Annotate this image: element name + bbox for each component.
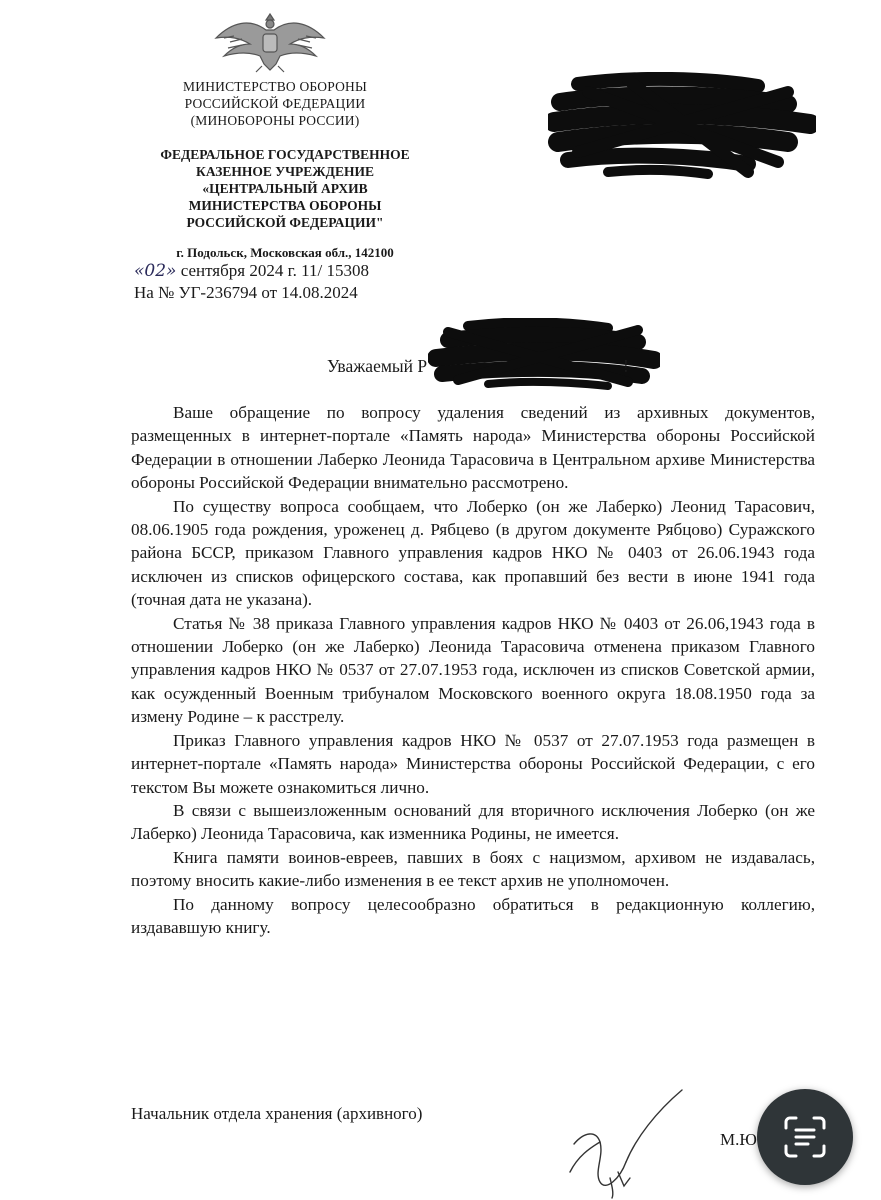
reference-number: На № УГ-236794 от 14.08.2024 <box>134 283 358 302</box>
salutation-name-redaction <box>428 318 660 390</box>
signer-initials: М.Ю <box>720 1130 757 1149</box>
body-paragraph: Книга памяти воинов-евреев, павших в боях с нацизмом, архивом не издавалась, поэтому вносить какие-либо изменения в ее текст архив не уполномочен. <box>131 847 815 891</box>
institution-line: ФЕДЕРАЛЬНОЕ ГОСУДАРСТВЕННОЕ <box>160 147 410 162</box>
ministry-line: (МИНОБОРОНЫ РОССИИ) <box>190 113 360 128</box>
document-date <box>134 260 369 282</box>
double-headed-eagle-emblem-icon <box>210 8 330 76</box>
ministry-line: РОССИЙСКОЙ ФЕДЕРАЦИИ <box>184 96 366 111</box>
body-paragraph: В связи с вышеизложенным оснований для вторичного исключения Лоберко (он же Лаберко) Леонида Тарасовича, как изменника Родины, не имеется. <box>131 800 815 844</box>
addressee-redaction <box>548 72 816 182</box>
body-paragraph: По данному вопросу целесообразно обратиться в редакционную коллегию, издававшую книгу. <box>131 894 815 937</box>
date-rest: сентября 2024 г. 11/ 15308 <box>180 261 369 280</box>
institution-line: МИНИСТЕРСТВА ОБОРОНЫ <box>188 198 382 213</box>
institution-block <box>130 146 440 231</box>
handwritten-signature <box>560 1082 700 1200</box>
date-day: «02» <box>134 261 177 281</box>
ministry-block <box>140 78 410 129</box>
body-paragraph: По существу вопроса сообщаем, что Лоберко (он же Лаберко) Леонид Тарасович, 08.06.1905 года рождения, уроженец д. Рябцево (в другом документе Рябцово) Суражского района БССР, приказом Главного управления кадров НКО № 0403 от 26.06.1943 года исключен из списков офицерского состава, как пропавший без вести в июне 1941 года (точная дата не указана). <box>131 496 815 610</box>
institution-line: «ЦЕНТРАЛЬНЫЙ АРХИВ <box>202 181 368 196</box>
body-paragraph: Приказ Главного управления кадров НКО № 0537 от 27.07.1953 года размещен в интернет-портале «Память народа» Министерства обороны Российской Федерации, с его текстом Вы можете ознакомиться лично. <box>131 730 815 797</box>
letter-body <box>131 401 815 939</box>
salutation: Уважаемый Р <box>327 356 428 376</box>
body-paragraph: Ваше обращение по вопросу удаления сведений из архивных документов, размещенных в интернет-портале «Память народа» Министерства обороны Российской Федерации в отношении Лаберко Леонида Тарасовича в Центральном архиве Министерства обороны Российской Федерации внимательно рассмотрено. <box>131 403 815 493</box>
text-scan-button[interactable] <box>757 1089 853 1185</box>
address: г. Подольск, Московская обл., 142100 <box>176 245 394 260</box>
signer-title: Начальник отдела хранения (архивного) <box>131 1104 423 1123</box>
institution-line: КАЗЕННОЕ УЧРЕЖДЕНИЕ <box>196 164 374 179</box>
institution-line: РОССИЙСКОЙ ФЕДЕРАЦИИ" <box>186 215 384 230</box>
salutation-end: ! <box>623 356 629 376</box>
text-scan-icon <box>782 1114 828 1160</box>
ministry-line: МИНИСТЕРСТВО ОБОРОНЫ <box>183 79 367 94</box>
body-paragraph: Статья № 38 приказа Главного управления кадров НКО № 0403 от 26.06,1943 года в отношении Лоберко (он же Лаберко) Леонида Тарасовича отменена приказом Главного управления кадров НКО № 0537 от 27.07.1953 года, исключен из списков Советской армии, как осужденный Военным трибуналом Московского военного округа 18.08.1950 года за измену Родине – к расстрелу. <box>131 613 815 727</box>
